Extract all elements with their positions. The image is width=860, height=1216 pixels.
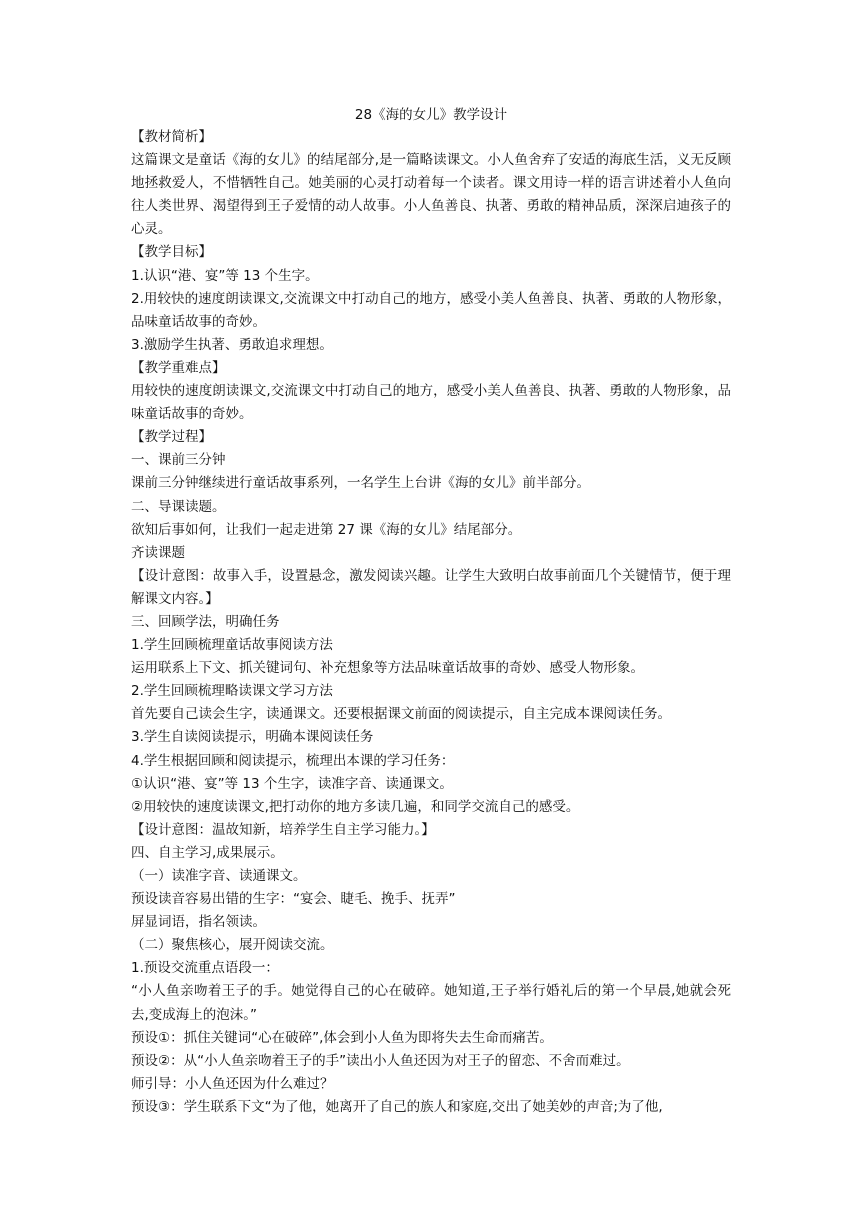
- text-line: 1.预设交流重点语段一：: [131, 960, 279, 977]
- document-body: [131, 126, 731, 1119]
- text-line: 三、回顾学法，明确任务: [131, 613, 280, 630]
- text-line: 【教学过程】: [131, 429, 212, 446]
- text-line: 预设③：学生联系下文“为了他，她离开了自己的族人和家庭,交出了她美妙的声音;为了他,: [131, 1098, 663, 1115]
- text-line: 欲知后事如何，让我们一起走进第 27 课《海的女儿》结尾部分。: [131, 521, 522, 538]
- text-line: ②用较快的速度读课文,把打动你的地方多读几遍，和同学交流自己的感受。: [131, 798, 580, 815]
- text-line: 预设①：抓住关键词“心在破碎”,体会到小人鱼为即将失去生命而痛苦。: [131, 1029, 553, 1046]
- text-line: 1.认识“港、宴”等 13 个生字。: [131, 267, 319, 284]
- document-title: 28《海的女儿》教学设计: [354, 107, 508, 123]
- text-line: 3.学生自读阅读提示，明确本课阅读任务: [131, 729, 374, 746]
- text-line: 预设②：从“小人鱼亲吻着王子的手”读出小人鱼还因为对王子的留恋、不舍而难过。: [131, 1052, 630, 1069]
- text-line: 师引导：小人鱼还因为什么难过？: [131, 1075, 334, 1092]
- text-line: 2.学生回顾梳理略读课文学习方法: [131, 683, 333, 700]
- text-line: 【教学重难点】: [131, 359, 226, 376]
- document-page: [131, 104, 731, 1119]
- text-line: 一、课前三分钟: [131, 452, 226, 469]
- text-line: 3.激励学生执著、勇敢追求理想。: [131, 336, 333, 353]
- text-line: 课前三分钟继续进行童话故事系列，一名学生上台讲《海的女儿》前半部分。: [131, 475, 590, 492]
- text-line: 【教学目标】: [131, 244, 212, 261]
- text-line: 运用联系上下文、抓关键词句、补充想象等方法品味童话故事的奇妙、感受人物形象。: [131, 660, 644, 677]
- paragraph: 【设计意图：故事入手，设置悬念，激发阅读兴趣。让学生大致明白故事前面几个关键情节，便于理解课文内容。】: [131, 567, 731, 607]
- paragraph: “小人鱼亲吻着王子的手。她觉得自己的心在破碎。她知道,王子举行婚礼后的第一个早晨,她就会死去,变成海上的泡沫。”: [131, 983, 731, 1023]
- text-line: 四、自主学习,成果展示。: [131, 844, 284, 861]
- text-line: 屏显词语，指名领读。: [131, 914, 266, 931]
- text-line: （二）聚焦核心，展开阅读交流。: [131, 937, 334, 954]
- text-line: （一）读准字音、读通课文。: [131, 868, 307, 884]
- text-line: ①认识“港、宴”等 13 个生字，读准字音、读通课文。: [131, 775, 453, 792]
- paragraph: 2.用较快的速度朗读课文,交流课文中打动自己的地方，感受小美人鱼善良、执著、勇敢的人物形象，品味童话故事的奇妙。: [131, 290, 731, 330]
- text-line: 齐读课题: [131, 544, 185, 561]
- paragraph: 用较快的速度朗读课文,交流课文中打动自己的地方，感受小美人鱼善良、执著、勇敢的人物形象，品味童话故事的奇妙。: [131, 383, 731, 423]
- text-line: 首先要自己读会生字，读通课文。还要根据课文前面的阅读提示，自主完成本课阅读任务。: [131, 706, 671, 723]
- text-line: 1.学生回顾梳理童话故事阅读方法: [131, 637, 333, 654]
- text-line: 二、导课读题。: [131, 498, 226, 515]
- text-line: 【教材简析】: [131, 129, 212, 145]
- text-line: 【设计意图：温故知新，培养学生自主学习能力。】: [131, 821, 435, 838]
- text-line: 4.学生根据回顾和阅读提示，梳理出本课的学习任务：: [131, 752, 455, 769]
- paragraph: 这篇课文是童话《海的女儿》的结尾部分,是一篇略读课文。小人鱼舍弃了安适的海底生活，义无反顾地拯救爱人，不惜牺牲自己。她美丽的心灵打动着每一个读者。课文用诗一样的语言讲述着小人鱼向往人类世界、渴望得到王子爱情的动人故事。小人鱼善良、执著、勇敢的精神品质，深深启迪孩子的心灵。: [131, 152, 731, 238]
- text-line: 预设读音容易出错的生字：“宴会、睫毛、挽手、抚弄”: [131, 891, 456, 908]
